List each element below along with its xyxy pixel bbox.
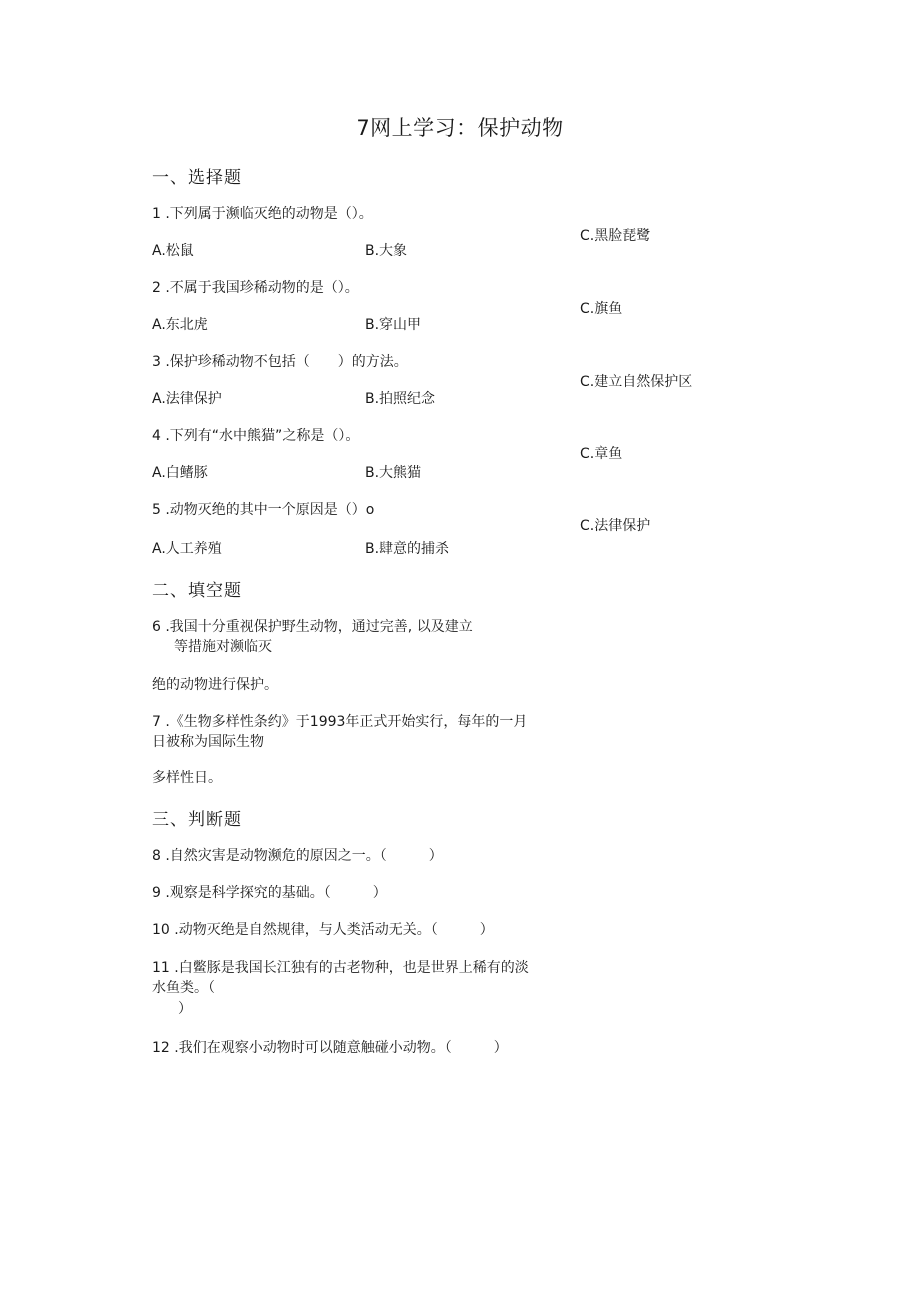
question-11-line-3: ） (178, 1001, 192, 1017)
question-9: 9 .观察是科学探究的基础。（ ） (152, 885, 387, 901)
question-2: 2 .不属于我国珍稀动物的是（）。 (152, 280, 359, 296)
question-10: 10 .动物灭绝是自然规律，与人类活动无关。（ ） (152, 922, 494, 938)
question-11-line-1: 11 .白鳖豚是我国长江独有的古老物种，也是世界上稀有的淡 (152, 960, 529, 976)
section-heading-judge: 三、判断题 (152, 810, 242, 830)
section-heading-fill: 二、填空题 (152, 581, 242, 601)
question-4: 4 .下列有“水中熊猫”之称是（）。 (152, 428, 360, 444)
q1-option-b: B.大象 (365, 243, 408, 259)
q5-option-b: B.肆意的捕杀 (365, 541, 450, 557)
q2-option-c: C.旗鱼 (580, 301, 623, 317)
q1-option-a: A.松鼠 (152, 243, 194, 259)
question-1: 1 .下列属于濒临灭绝的动物是（）。 (152, 206, 373, 222)
q3-option-a: A.法律保护 (152, 391, 222, 407)
question-6-line-1: 6 .我国十分重视保护野生动物，通过完善, 以及建立 (152, 619, 473, 635)
question-11-line-2: 水鱼类。（ (152, 980, 215, 996)
q2-option-a: A.东北虎 (152, 317, 208, 333)
q3-option-c: C.建立自然保护区 (580, 374, 693, 390)
q4-option-a: A.白鳍豚 (152, 465, 208, 481)
q4-option-c: C.章鱼 (580, 446, 623, 462)
q1-option-c: C.黑脸琵鹭 (580, 228, 651, 244)
question-8: 8 .自然灾害是动物濒危的原因之一。（ ） (152, 848, 443, 864)
q2-option-b: B.穿山甲 (365, 317, 422, 333)
question-6-line-2: 等措施对濒临灭 (174, 639, 272, 655)
question-3: 3 .保护珍稀动物不包括（ ）的方法。 (152, 354, 408, 370)
q3-option-b: B.拍照纪念 (365, 391, 436, 407)
q5-option-a: A.人工养殖 (152, 541, 222, 557)
q5-option-c: C.法律保护 (580, 518, 651, 534)
q4-option-b: B.大熊猫 (365, 465, 422, 481)
section-heading-choice: 一、选择题 (152, 168, 242, 188)
question-7-line-1: 7 .《生物多样性条约》于1993年正式开始实行，每年的一月 (152, 714, 528, 730)
question-12: 12 .我们在观察小动物时可以随意触碰小动物。（ ） (152, 1040, 508, 1056)
question-6-line-3: 绝的动物进行保护。 (152, 677, 278, 693)
question-7-line-3: 多样性日。 (152, 770, 222, 786)
question-5: 5 .动物灭绝的其中一个原因是（）o (152, 502, 375, 518)
page-title: 7网上学习：保护动物 (356, 116, 564, 140)
question-7-line-2: 日被称为国际生物 (152, 734, 264, 750)
